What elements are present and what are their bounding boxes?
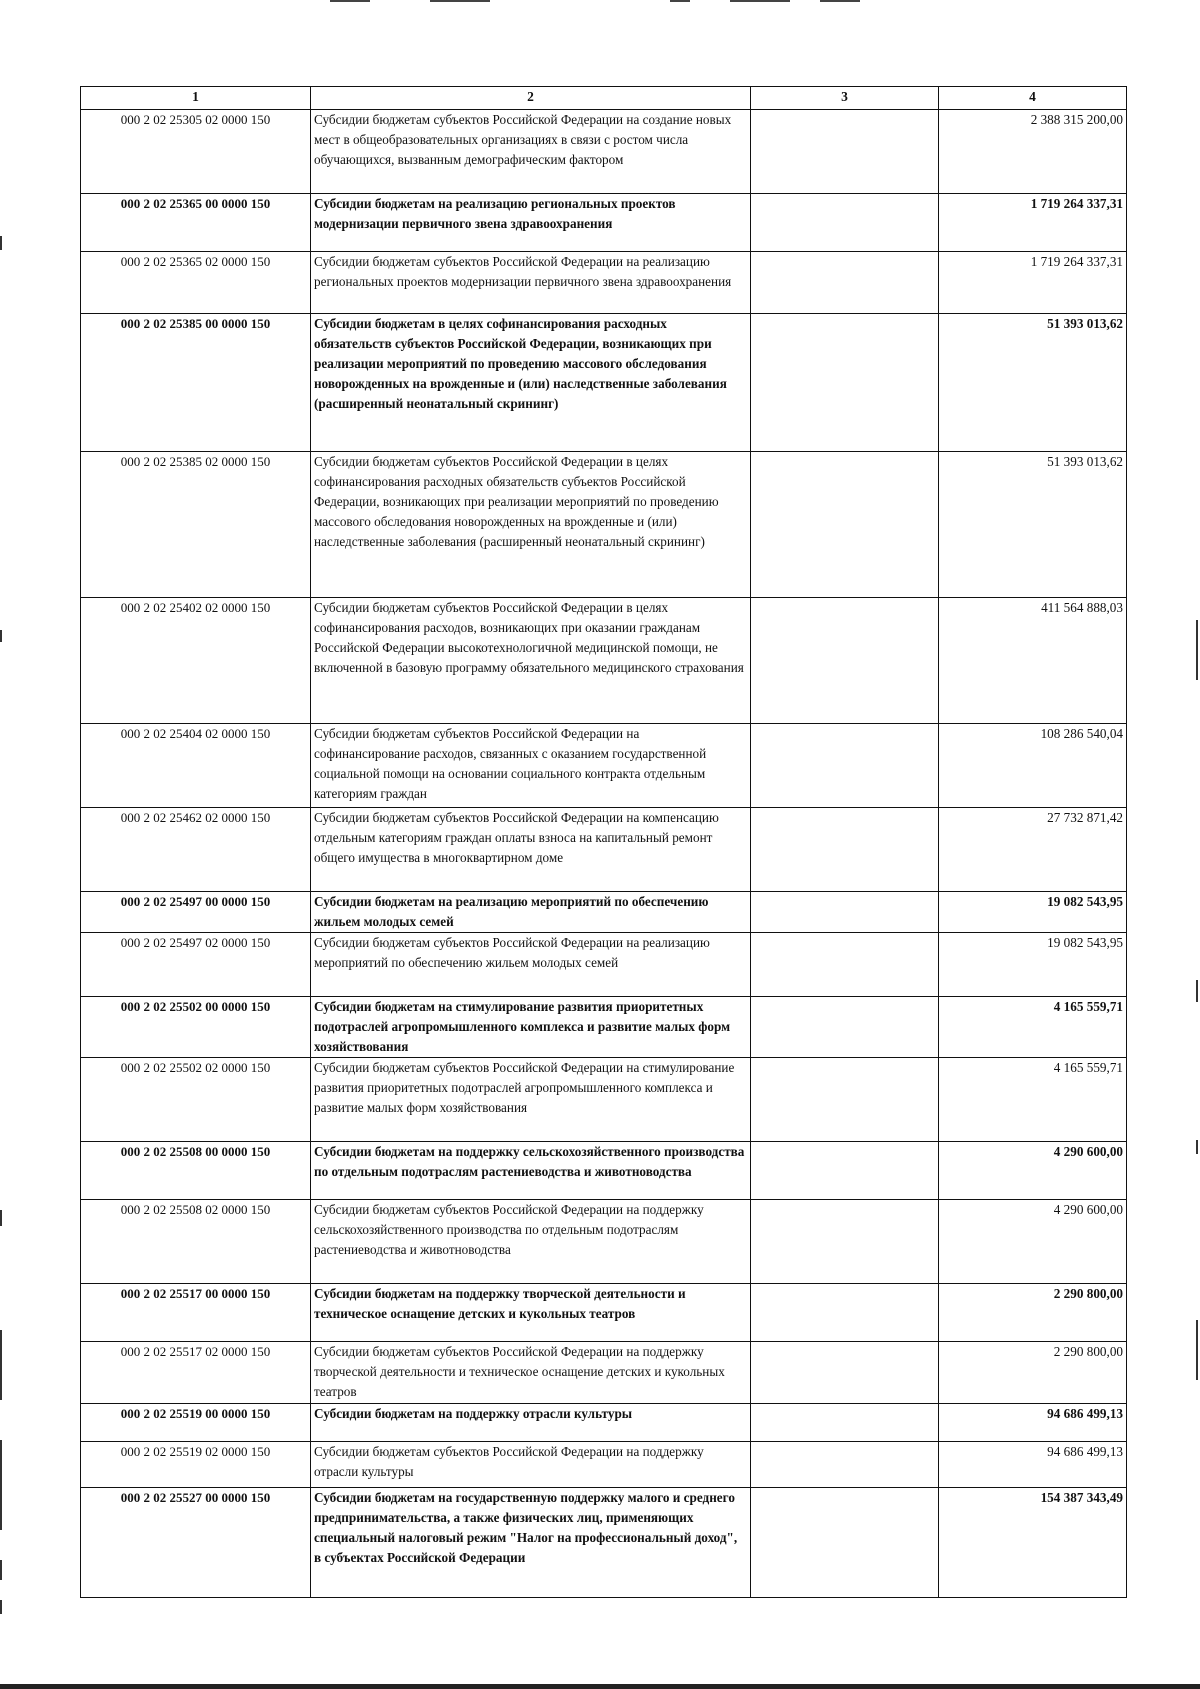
row-code: 000 2 02 25462 02 0000 150 (81, 808, 311, 892)
table-row (81, 1488, 1127, 1598)
row-amount: 51 393 013,62 (939, 314, 1127, 452)
table-row (81, 1342, 1127, 1404)
row-amount: 1 719 264 337,31 (939, 194, 1127, 252)
row-col3 (751, 252, 939, 314)
row-code: 000 2 02 25305 02 0000 150 (81, 110, 311, 194)
row-name: Субсидии бюджетам субъектов Российской Федерации на реализацию региональных проектов модернизации первичного звена здравоохранения (311, 252, 751, 314)
row-col3 (751, 808, 939, 892)
header-row (81, 87, 1127, 110)
row-name: Субсидии бюджетам на государственную поддержку малого и среднего предпринимательства, а также физических лиц, применяющих специальный налоговый режим "Налог на профессиональный доход", в субъектах Российской Федерации (311, 1488, 751, 1598)
row-code: 000 2 02 25497 02 0000 150 (81, 933, 311, 997)
table-row (81, 452, 1127, 598)
table-row (81, 808, 1127, 892)
row-code: 000 2 02 25497 00 0000 150 (81, 892, 311, 933)
table-body (81, 110, 1127, 1598)
row-amount: 19 082 543,95 (939, 892, 1127, 933)
table-row (81, 1442, 1127, 1488)
table-row (81, 997, 1127, 1058)
scan-bottom-border (0, 1684, 1200, 1689)
row-amount: 94 686 499,13 (939, 1442, 1127, 1488)
row-name: Субсидии бюджетам на реализацию региональных проектов модернизации первичного звена здравоохранения (311, 194, 751, 252)
header-col-1: 1 (81, 87, 311, 110)
row-col3 (751, 452, 939, 598)
header-col-4: 4 (939, 87, 1127, 110)
row-col3 (751, 933, 939, 997)
row-col3 (751, 314, 939, 452)
table-row (81, 598, 1127, 724)
row-col3 (751, 1442, 939, 1488)
row-code: 000 2 02 25402 02 0000 150 (81, 598, 311, 724)
row-name: Субсидии бюджетам на поддержку отрасли культуры (311, 1404, 751, 1442)
table-row (81, 892, 1127, 933)
row-amount: 411 564 888,03 (939, 598, 1127, 724)
row-code: 000 2 02 25519 02 0000 150 (81, 1442, 311, 1488)
table-row (81, 1200, 1127, 1284)
row-code: 000 2 02 25502 00 0000 150 (81, 997, 311, 1058)
row-col3 (751, 1284, 939, 1342)
header-col-2: 2 (311, 87, 751, 110)
row-name: Субсидии бюджетам субъектов Российской Федерации в целях софинансирования расходных обязательств субъектов Российской Федерации, возникающих при реализации мероприятий по проведению массового обследования новорожденных на врожденные и (или) наследственные заболевания (расширенный неонатальный скрининг) (311, 452, 751, 598)
row-amount: 154 387 343,49 (939, 1488, 1127, 1598)
table-row (81, 724, 1127, 808)
row-amount: 4 165 559,71 (939, 1058, 1127, 1142)
row-col3 (751, 194, 939, 252)
row-name: Субсидии бюджетам на стимулирование развития приоритетных подотраслей агропромышленного комплекса и развитие малых форм хозяйствования (311, 997, 751, 1058)
row-col3 (751, 997, 939, 1058)
row-amount: 1 719 264 337,31 (939, 252, 1127, 314)
row-code: 000 2 02 25365 00 0000 150 (81, 194, 311, 252)
row-name: Субсидии бюджетам субъектов Российской Федерации на создание новых мест в общеобразовательных организациях в связи с ростом числа обучающихся, вызванным демографическим фактором (311, 110, 751, 194)
row-col3 (751, 892, 939, 933)
table-row (81, 110, 1127, 194)
table-row (81, 1404, 1127, 1442)
row-col3 (751, 110, 939, 194)
row-amount: 94 686 499,13 (939, 1404, 1127, 1442)
row-code: 000 2 02 25404 02 0000 150 (81, 724, 311, 808)
table-row (81, 252, 1127, 314)
table-row (81, 1284, 1127, 1342)
row-col3 (751, 1058, 939, 1142)
row-name: Субсидии бюджетам на реализацию мероприятий по обеспечению жильем молодых семей (311, 892, 751, 933)
table-header (81, 87, 1127, 110)
row-name: Субсидии бюджетам на поддержку сельскохозяйственного производства по отдельным подотраслям растениеводства и животноводства (311, 1142, 751, 1200)
header-col-3: 3 (751, 87, 939, 110)
row-amount: 4 290 600,00 (939, 1142, 1127, 1200)
row-col3 (751, 1200, 939, 1284)
row-col3 (751, 724, 939, 808)
row-col3 (751, 1404, 939, 1442)
row-name: Субсидии бюджетам на поддержку творческой деятельности и техническое оснащение детских и кукольных театров (311, 1284, 751, 1342)
table-row (81, 194, 1127, 252)
row-code: 000 2 02 25385 00 0000 150 (81, 314, 311, 452)
row-code: 000 2 02 25502 02 0000 150 (81, 1058, 311, 1142)
row-name: Субсидии бюджетам субъектов Российской Федерации на компенсацию отдельным категориям граждан оплаты взноса на капитальный ремонт общего имущества в многоквартирном доме (311, 808, 751, 892)
row-amount: 2 290 800,00 (939, 1284, 1127, 1342)
row-code: 000 2 02 25508 00 0000 150 (81, 1142, 311, 1200)
row-name: Субсидии бюджетам субъектов Российской Федерации на поддержку отрасли культуры (311, 1442, 751, 1488)
row-col3 (751, 1142, 939, 1200)
row-name: Субсидии бюджетам субъектов Российской Федерации на стимулирование развития приоритетных подотраслей агропромышленного комплекса и развитие малых форм хозяйствования (311, 1058, 751, 1142)
table-row (81, 933, 1127, 997)
table-row (81, 1142, 1127, 1200)
row-name: Субсидии бюджетам субъектов Российской Федерации в целях софинансирования расходов, возникающих при оказании гражданам Российской Федерации высокотехнологичной медицинской помощи, не включенной в базовую программу обязательного медицинского страхования (311, 598, 751, 724)
row-code: 000 2 02 25517 00 0000 150 (81, 1284, 311, 1342)
table-row (81, 1058, 1127, 1142)
row-code: 000 2 02 25527 00 0000 150 (81, 1488, 311, 1598)
row-amount: 4 290 600,00 (939, 1200, 1127, 1284)
row-name: Субсидии бюджетам субъектов Российской Федерации на поддержку творческой деятельности и техническое оснащение детских и кукольных театров (311, 1342, 751, 1404)
table-row (81, 314, 1127, 452)
row-amount: 19 082 543,95 (939, 933, 1127, 997)
row-name: Субсидии бюджетам субъектов Российской Федерации на софинансирование расходов, связанных с оказанием государственной социальной помощи на основании социального контракта отдельным категориям граждан (311, 724, 751, 808)
row-amount: 2 290 800,00 (939, 1342, 1127, 1404)
row-col3 (751, 1342, 939, 1404)
row-code: 000 2 02 25519 00 0000 150 (81, 1404, 311, 1442)
row-code: 000 2 02 25365 02 0000 150 (81, 252, 311, 314)
row-amount: 27 732 871,42 (939, 808, 1127, 892)
row-amount: 51 393 013,62 (939, 452, 1127, 598)
row-amount: 4 165 559,71 (939, 997, 1127, 1058)
row-name: Субсидии бюджетам в целях софинансирования расходных обязательств субъектов Российской Федерации, возникающих при реализации мероприятий по проведению массового обследования новорожденных на врожденные и (или) наследственные заболевания (расширенный неонатальный скрининг) (311, 314, 751, 452)
row-code: 000 2 02 25517 02 0000 150 (81, 1342, 311, 1404)
row-amount: 108 286 540,04 (939, 724, 1127, 808)
row-col3 (751, 1488, 939, 1598)
row-name: Субсидии бюджетам субъектов Российской Федерации на поддержку сельскохозяйственного производства по отдельным подотраслям растениеводства и животноводства (311, 1200, 751, 1284)
row-name: Субсидии бюджетам субъектов Российской Федерации на реализацию мероприятий по обеспечению жильем молодых семей (311, 933, 751, 997)
row-code: 000 2 02 25385 02 0000 150 (81, 452, 311, 598)
scan-top-marks (330, 0, 870, 3)
row-code: 000 2 02 25508 02 0000 150 (81, 1200, 311, 1284)
row-amount: 2 388 315 200,00 (939, 110, 1127, 194)
row-col3 (751, 598, 939, 724)
budget-table (80, 86, 1127, 1598)
